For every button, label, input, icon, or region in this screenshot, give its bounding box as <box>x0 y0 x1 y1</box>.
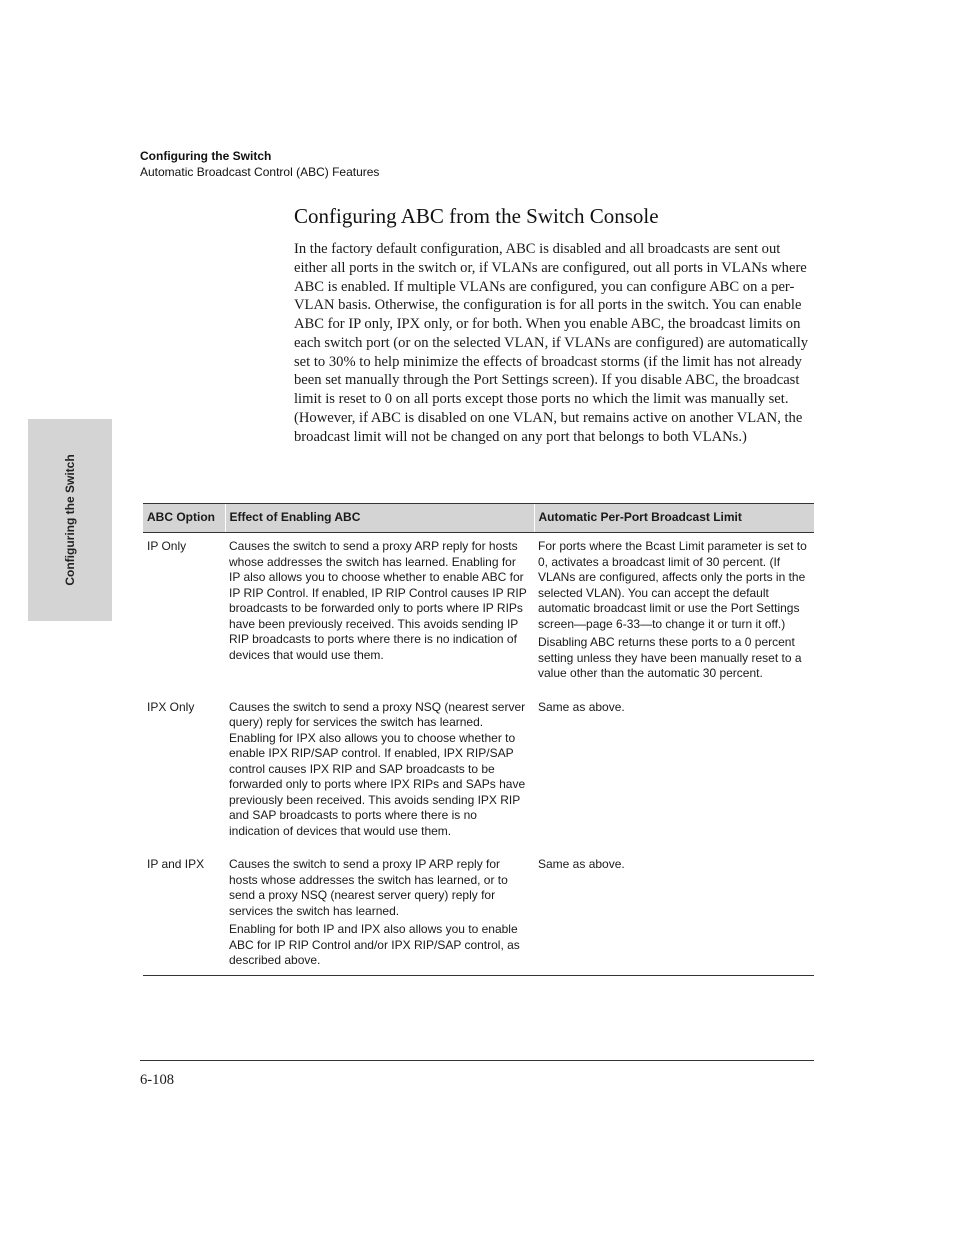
chapter-side-tab <box>28 419 112 621</box>
cell-effect-paragraph: Causes the switch to send a proxy NSQ (nearest server query) reply for services the switch has learned. Enabling for IPX also allows you to choose whether to enable IPX RIP/SAP control. If enabled, IPX RIP/SAP control causes IPX RIP and SAP broadcasts to be forwarded only to ports where IPX RIPs and SAPs have previously been received. This avoids sending IPX RIP and SAP broadcasts to ports where there is no indication of devices that would use them. <box>229 699 526 838</box>
cell-effect <box>225 851 534 975</box>
cell-limit-paragraph: Disabling ABC returns these ports to a 0 percent setting unless they have been manually reset to a value other than the automatic 30 percent. <box>538 635 802 680</box>
table-row-ipx-only <box>143 694 814 852</box>
table-row-ip-only <box>143 533 814 694</box>
cell-limit <box>534 851 814 975</box>
page-number: 6-108 <box>140 1072 175 1088</box>
footer-rule <box>140 1060 814 1061</box>
cell-effect-paragraph: Causes the switch to send a proxy ARP reply for hosts whose addresses the switch has learned. Enabling for IP also allows you to choose whether to enable ABC for IP RIP Control. If enabled, IP RIP Control causes IP RIP broadcasts to be forwarded only to ports where IP RIPs have been previously received. This avoids sending IP RIP broadcasts to ports where there is no indication of devices that would use them. <box>229 539 527 662</box>
running-head-section: Automatic Broadcast Control (ABC) Features <box>140 165 380 179</box>
cell-limit <box>534 533 814 694</box>
cell-effect <box>225 533 534 694</box>
body-paragraph: In the factory default configuration, ABC is disabled and all broadcasts are sent out either all ports in the switch or, if VLANs are configured, out all ports in VLANs where ABC is enabled. If multiple VLANs are configured, you can configure ABC on a per-VLAN basis. Otherwise, the configuration is for all ports in the switch. You can enable ABC for IP only, IPX only, or for both. When you enable ABC, the broadcast limits on each switch port (or on the selected VLAN, if VLANs are configured) are automatically set to 30% to help minimize the effects of broadcast storms (if the limit has not already been set manually through the Port Settings screen). If you disable ABC, the broadcast limit is reset to 0 on all ports except those ports no which the limit was manually set. (However, if ABC is disabled on one VLAN, but remains active on another VLAN, the broadcast limit will not be changed on any port that belongs to both VLANs.) <box>294 241 809 445</box>
running-head <box>140 148 379 180</box>
cell-limit <box>534 694 814 852</box>
cell-effect-paragraph: Enabling for both IP and IPX also allows you to enable ABC for IP RIP Control and/or IPX RIP/SAP control, as described above. <box>229 922 520 967</box>
abc-options-table <box>143 503 814 976</box>
header-effect: Effect of Enabling ABC <box>225 504 534 533</box>
cell-option: IP and IPX <box>143 851 225 975</box>
cell-effect-paragraph: Causes the switch to send a proxy IP ARP reply for hosts whose addresses the switch has learned, or to send a proxy NSQ (nearest server query) reply for services the switch has learned. <box>229 857 508 918</box>
cell-limit-paragraph: Same as above. <box>538 699 625 714</box>
table-header-row <box>143 504 814 533</box>
section-heading: Configuring ABC from the Switch Console <box>294 204 659 228</box>
header-broadcast-limit: Automatic Per-Port Broadcast Limit <box>534 504 814 533</box>
header-abc-option: ABC Option <box>143 504 225 533</box>
table-row-ip-and-ipx <box>143 851 814 975</box>
running-head-chapter: Configuring the Switch <box>140 149 272 163</box>
cell-limit-paragraph: Same as above. <box>538 857 625 871</box>
chapter-side-tab-label: Configuring the Switch <box>63 454 77 586</box>
cell-limit-paragraph: For ports where the Bcast Limit parameter is set to 0, activates a broadcast limit of 30 percent. (If VLANs are configured, affects only the ports in the selected VLAN). You can accept the default automatic broadcast limit or use the Port Settings screen—page 6-33—to change it or turn it off.) <box>538 539 807 631</box>
cell-effect <box>225 694 534 852</box>
cell-option: IPX Only <box>147 699 195 714</box>
cell-option: IP Only <box>147 539 187 553</box>
